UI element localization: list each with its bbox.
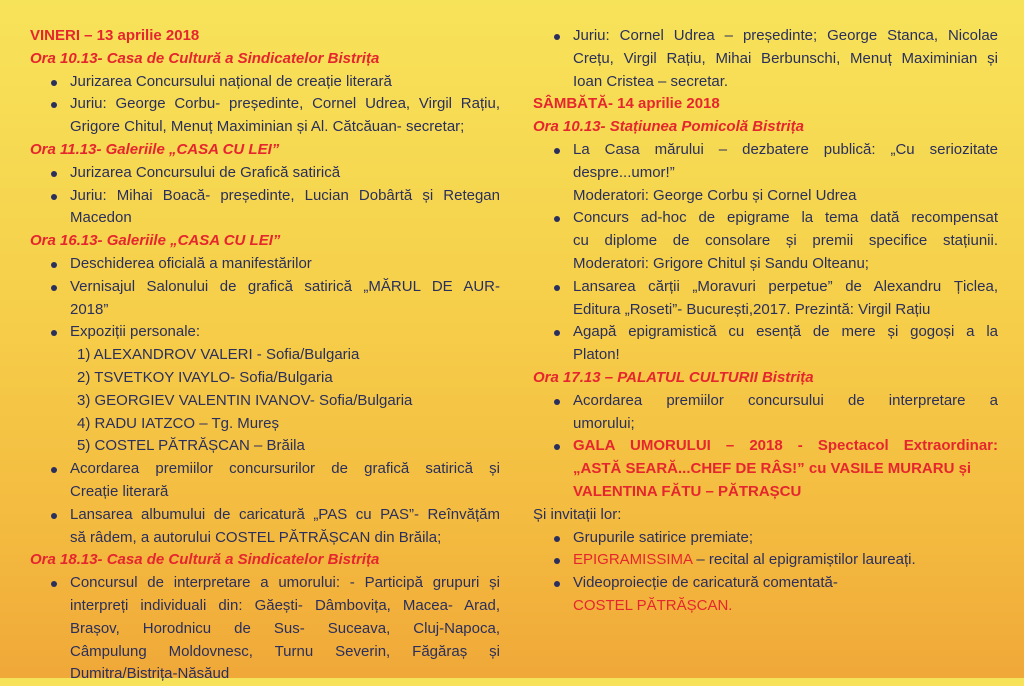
- list-item-continuation: despre...umor!”: [573, 163, 675, 181]
- list-item-continuation: să râdem, a autorului COSTEL PĂTRĂȘCAN din Brăila;: [70, 528, 442, 546]
- session-place: Casa de Cultură a Sindicatelor Bistrița: [102, 551, 380, 569]
- list-item-continuation: Moderatori: George Corbu și Cornel Udrea: [573, 186, 857, 204]
- list-item-continuation: Ioan Cristea – secretar.: [573, 72, 729, 90]
- session-heading-1613: [30, 230, 500, 253]
- session-place: – PALATUL CULTURII Bistrița: [600, 368, 814, 386]
- list-item-continuation: Grigore Chitul, Menuț Maximinian și Al. Cătcăuan- secretar;: [70, 118, 465, 136]
- list-item-continuation: interpreți individuali din: Găești- Dâmbovița, Macea- Arad,: [70, 596, 500, 614]
- list-item: Acordarea premiilor concursurilor de grafică satirică și: [30, 458, 500, 481]
- session-time: Ora 17.13: [533, 368, 601, 386]
- list-item-continuation: „ASTĂ SEARĂ...CHEF DE RÂS!” cu VASILE MURARU și: [573, 460, 972, 478]
- list-item: Expoziții personale:: [30, 321, 500, 344]
- list-item: Deschiderea oficială a manifestărilor: [30, 253, 500, 276]
- list-item: Jurizarea Concursului de Grafică satirică: [30, 162, 500, 185]
- list-item-continuation: cu diplome de consolare și premii specifice stațiunii.: [573, 232, 998, 250]
- session-time: Ora 16.13-: [30, 232, 103, 250]
- session-time: Ora 10.13-: [533, 118, 606, 136]
- list-item-continuation: Macedon: [70, 209, 132, 227]
- list-item: Jurizarea Concursului național de creație literară: [30, 71, 500, 94]
- list-item-continuation: Brașov, Horodnicu de Sus- Suceava, Cluj-Napoca,: [70, 619, 500, 637]
- session-heading-1013-sat: [533, 116, 998, 139]
- list-item-gala: GALA UMORULUI – 2018 - Spectacol Extraordinar:: [533, 435, 998, 458]
- epigramissima-desc: – recital al epigramiștilor laureați.: [692, 551, 916, 569]
- session-place: Stațiunea Pomicolă Bistrița: [605, 118, 804, 136]
- list-item-continuation: Moderatori: Grigore Chitul și Sandu Olteanu;: [573, 254, 869, 272]
- left-column: [30, 25, 500, 686]
- day-heading-saturday: SÂMBĂTĂ- 14 aprilie 2018: [533, 95, 720, 113]
- list-item-continuation: Creație literară: [70, 482, 169, 500]
- list-item: Juriu: Cornel Udrea – președinte; George Stanca, Nicolae: [533, 25, 998, 48]
- list-item-continuation: Platon!: [573, 346, 620, 364]
- session-place: Galeriile „CASA CU LEI”: [101, 140, 280, 158]
- list-item: Acordarea premiilor concursului de interpretare a: [533, 390, 998, 413]
- list-item: Juriu: George Corbu- președinte, Cornel Udrea, Virgil Rațiu,: [30, 93, 500, 116]
- epigramissima-label: EPIGRAMISSIMA: [573, 551, 693, 569]
- list-item: Vernisajul Salonului de grafică satirică „MĂRUL DE AUR-: [30, 276, 500, 299]
- numbered-item: 3) GEORGIEV VALENTIN IVANOV- Sofia/Bulgaria: [77, 391, 413, 409]
- list-item: [533, 549, 998, 572]
- list-item-continuation: Dumitra/Bistrița-Năsăud: [70, 665, 230, 683]
- session-place: Casa de Cultură a Sindicatelor Bistrița: [102, 49, 380, 67]
- list-item-continuation: VALENTINA FĂTU – PĂTRAȘCU: [573, 482, 802, 500]
- list-item: Concursul de interpretare a umorului: - Participă grupuri și: [30, 572, 500, 595]
- list-item-continuation: Crețu, Virgil Rațiu, Mihai Berbunschi, Menuț Maximinian și: [573, 49, 998, 67]
- list-item: Lansarea cărții „Moravuri perpetue” de Alexandru Țiclea,: [533, 276, 998, 299]
- day-heading-friday: VINERI – 13 aprilie 2018: [30, 27, 200, 44]
- list-item: Agapă epigramistică cu esență de mere și gogoși a la: [533, 321, 998, 344]
- list-item: Lansarea albumului de caricatură „PAS cu PAS”- Reînvățăm: [30, 504, 500, 527]
- list-item-continuation: Editura „Roseti”- București,2017. Prezintă: Virgil Rațiu: [573, 300, 931, 318]
- invited-label: Și invitații lor:: [533, 505, 622, 523]
- numbered-item: 4) RADU IATZCO – Tg. Mureș: [77, 414, 279, 432]
- session-time: Ora 18.13-: [30, 551, 103, 569]
- list-item: La Casa mărului – dezbatere publică: „Cu seriozitate: [533, 139, 998, 162]
- session-time: Ora 10.13-: [30, 49, 103, 67]
- numbered-item: 5) COSTEL PĂTRĂȘCAN – Brăila: [77, 437, 305, 455]
- session-heading-1013: [30, 48, 500, 71]
- list-item: Concurs ad-hoc de epigrame la tema dată recompensat: [533, 207, 998, 230]
- list-item: Juriu: Mihai Boacă- președinte, Lucian Dobârtă și Retegan: [30, 185, 500, 208]
- session-place: Galeriile „CASA CU LEI”: [102, 232, 281, 250]
- session-heading-1813: [30, 549, 500, 572]
- list-item-continuation: COSTEL PĂTRĂȘCAN.: [573, 596, 733, 614]
- list-item-continuation: 2018”: [70, 300, 109, 318]
- list-item: Videoproiecție de caricatură comentată-: [533, 572, 998, 595]
- numbered-item: 2) TSVETKOY IVAYLO- Sofia/Bulgaria: [77, 368, 333, 386]
- session-heading-1713: [533, 367, 998, 390]
- list-item-continuation: umorului;: [573, 414, 635, 432]
- session-heading-1113: [30, 139, 500, 162]
- numbered-item: 1) ALEXANDROV VALERI - Sofia/Bulgaria: [77, 346, 360, 364]
- right-column: [533, 25, 998, 618]
- list-item: Grupurile satirice premiate;: [533, 527, 998, 550]
- list-item-continuation: Câmpulung Moldovnesc, Turnu Severin, Făgăraș și: [70, 642, 500, 660]
- session-time: Ora 11.13-: [30, 140, 102, 158]
